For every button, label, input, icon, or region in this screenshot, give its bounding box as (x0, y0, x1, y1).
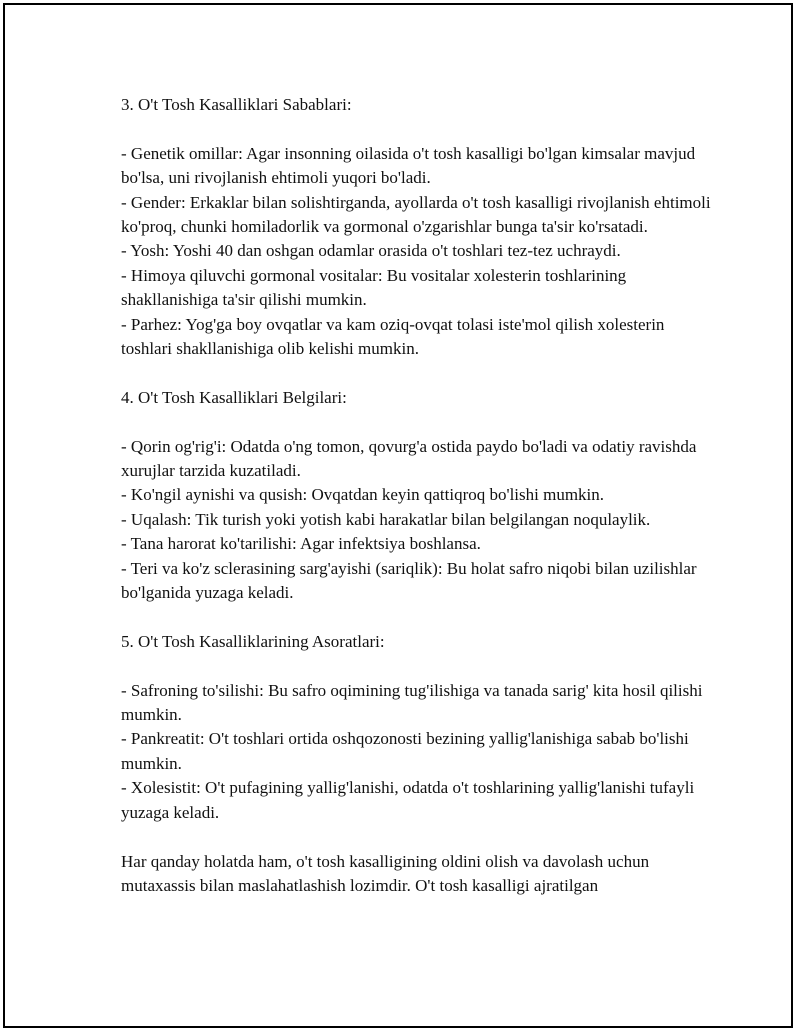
section-heading: 5. O't Tosh Kasalliklarining Asoratlari: (121, 631, 385, 651)
document-body (121, 93, 711, 898)
list-item: - Genetik omillar: Agar insonning oilasida o't tosh kasalligi bo'lgan kimsalar mavjud bo'lsa, uni rivojlanish ehtimoli yuqori bo'ladi. (121, 143, 696, 188)
list-item: - Xolesistit: O't pufagining yallig'lanishi, odatda o't toshlarining yallig'lanishi tufayli yuzaga keladi. (121, 778, 695, 822)
section-heading: 4. O't Tosh Kasalliklari Belgilari: (121, 387, 347, 407)
list-item: - Pankreatit: O't toshlari ortida oshqozonosti bezining yallig'lanishiga sabab bo'lishi mumkin. (121, 729, 689, 773)
list-item: - Uqalash: Tik turish yoki yotish kabi harakatlar bilan belgilangan noqulaylik. (121, 509, 651, 529)
section-symptoms (121, 386, 711, 606)
section-complications (121, 630, 711, 825)
document-page (3, 3, 793, 1028)
section-causes (121, 93, 711, 361)
list-item: - Himoya qiluvchi gormonal vositalar: Bu vositalar xolesterin toshlarining shakllanishiga ta'sir qilishi mumkin. (121, 265, 627, 310)
list-item: - Gender: Erkaklar bilan solishtirganda, ayollarda o't tosh kasalligi rivojlanish ehtimoli ko'proq, chunki homiladorlik va gormonal o'zgarishlar bunga ta'sir ko'rsatadi. (121, 192, 711, 237)
closing-paragraph: Har qanday holatda ham, o't tosh kasalligining oldini olish va davolash uchun mutaxassis bilan maslahatlashish lozimdir. O't tosh kasalligi ajratilgan (121, 851, 650, 895)
list-item: - Ko'ngil aynishi va qusish: Ovqatdan keyin qattiqroq bo'lishi mumkin. (121, 485, 605, 505)
list-item: - Safroning to'silishi: Bu safro oqimining tug'ilishiga va tanada sarig' kita hosil qilishi mumkin. (121, 680, 703, 725)
list-item: - Yosh: Yoshi 40 dan oshgan odamlar orasida o't toshlari tez-tez uchraydi. (121, 241, 621, 261)
list-item: - Qorin og'rig'i: Odatda o'ng tomon, qovurg'a ostida paydo bo'ladi va odatiy ravishda xurujlar tarzida kuzatiladi. (121, 436, 697, 481)
list-item: - Tana harorat ko'tarilishi: Agar infektsiya boshlansa. (121, 534, 481, 554)
list-item: - Teri va ko'z sclerasining sarg'ayishi (sariqlik): Bu holat safro niqobi bilan uzilishlar bo'lganida yuzaga keladi. (121, 558, 697, 603)
list-item: - Parhez: Yog'ga boy ovqatlar va kam oziq-ovqat tolasi iste'mol qilish xolesterin toshlari shakllanishiga olib kelishi mumkin. (121, 314, 665, 359)
section-heading: 3. O't Tosh Kasalliklari Sabablari: (121, 95, 352, 114)
